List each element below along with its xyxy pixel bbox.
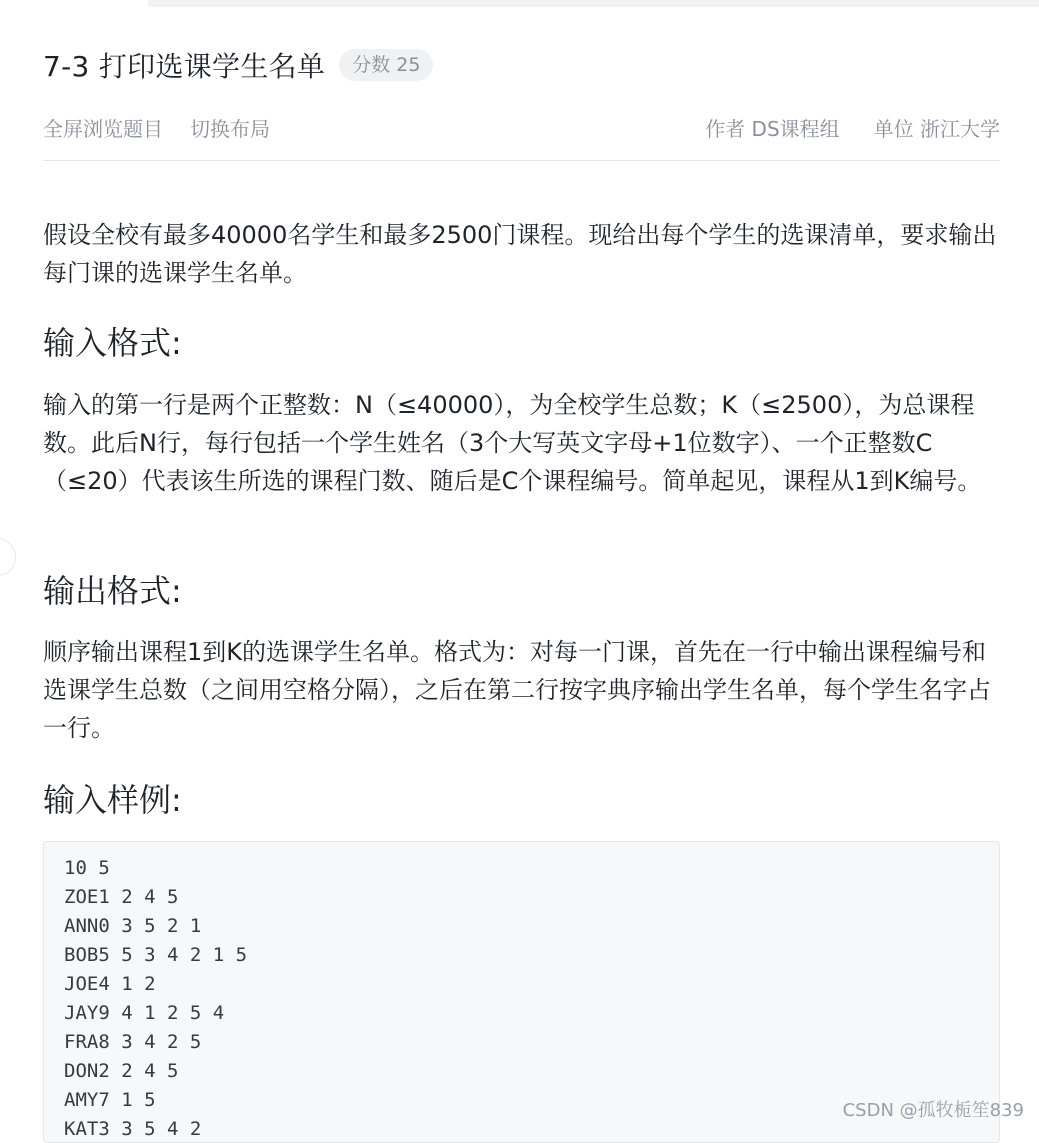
author-info: 作者 DS课程组 xyxy=(705,116,840,141)
watermark: CSDN @孤牧栀笙839 xyxy=(842,1100,1024,1121)
side-toggle-button[interactable] xyxy=(0,538,16,576)
meta-info xyxy=(671,113,1000,142)
problem-title: 7-3 打印选课学生名单 xyxy=(43,50,326,83)
input-format-text: 输入的第一行是两个正整数：N（≤40000），为全校学生总数；K（≤2500），为总课程数。此后N行，每行包括一个学生姓名（3个大写英文字母+1位数字）、一个正整数C（≤20）代表该生所选的课程门数、随后是C个课程编号。简单起见，课程从1到K编号。 xyxy=(43,391,982,495)
input-format-heading: 输入格式: xyxy=(43,324,182,362)
output-format-heading: 输出格式: xyxy=(43,572,182,610)
meta-row xyxy=(43,110,1000,144)
title-row xyxy=(43,44,433,86)
unit-info: 单位 浙江大学 xyxy=(873,116,1000,141)
score-badge: 分数 25 xyxy=(339,49,433,81)
problem-description: 假设全校有最多40000名学生和最多2500门课程。现给出每个学生的选课清单，要求输出每门课的选课学生名单。 xyxy=(43,221,997,287)
fullscreen-link[interactable]: 全屏浏览题目 xyxy=(43,116,163,141)
sample-input-code: 10 5 ZOE1 2 4 5 ANN0 3 5 2 1 BOB5 5 3 4 2 1 5 JOE4 1 2 JAY9 4 1 2 5 4 FRA8 3 4 2 5 DON2 2 4 5 AMY7 1 5 KAT3 3 5 4 2 xyxy=(64,857,248,1140)
meta-actions xyxy=(43,113,297,142)
output-format-text: 顺序输出课程1到K的选课学生名单。格式为：对每一门课，首先在一行中输出课程编号和选课学生总数（之间用空格分隔），之后在第二行按字典序输出学生名单，每个学生名字占一行。 xyxy=(43,638,991,742)
top-strip xyxy=(148,0,1039,7)
sample-input-heading: 输入样例: xyxy=(43,781,182,819)
header-divider xyxy=(43,160,1000,161)
switch-layout-link[interactable]: 切换布局 xyxy=(190,116,270,141)
